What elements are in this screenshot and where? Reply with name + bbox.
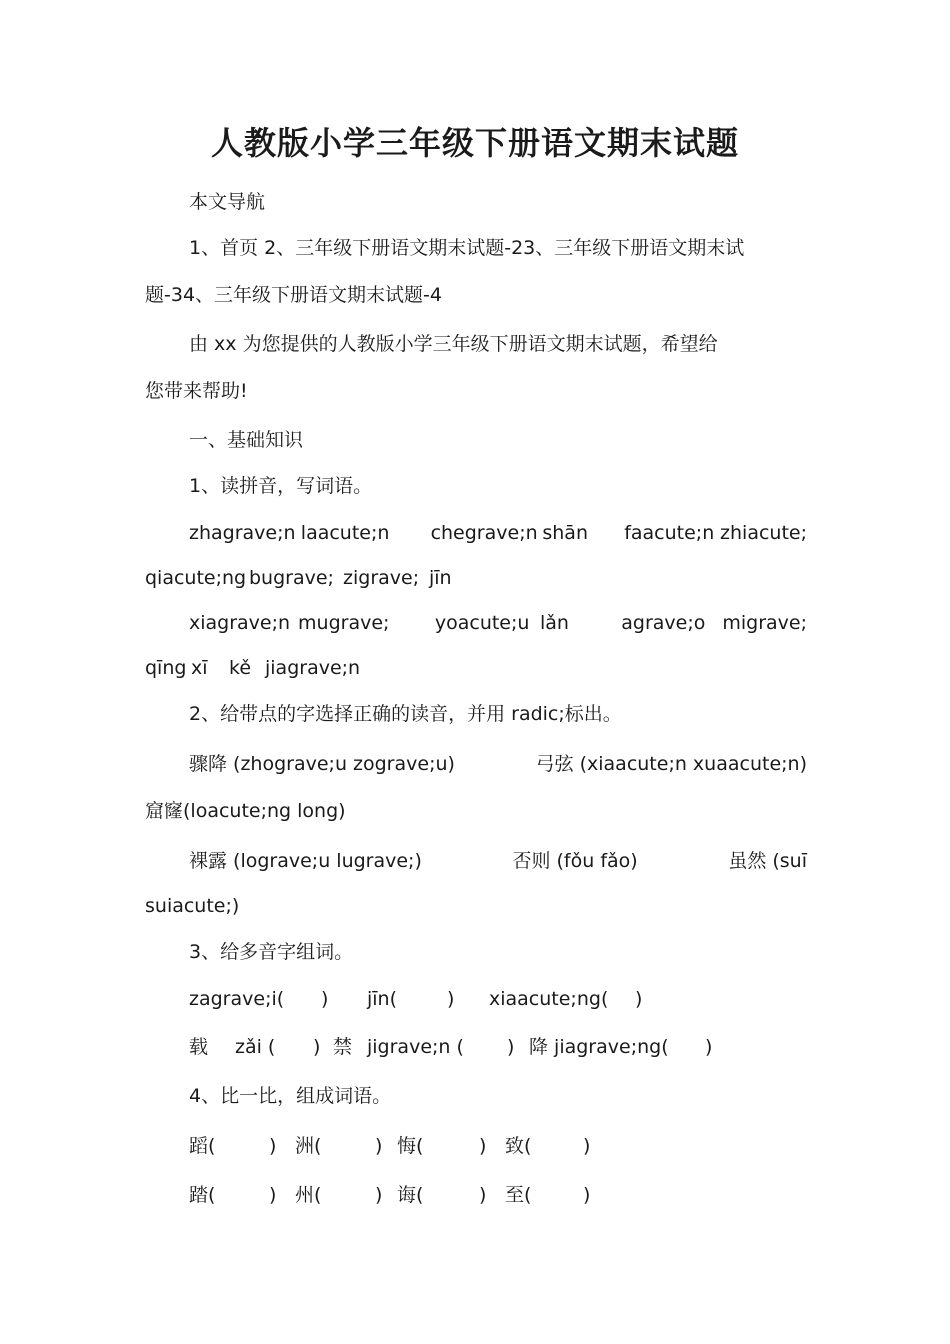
pinyin-row: qiacute;ng bugrave; zigrave; jīn — [145, 567, 452, 589]
nav-heading: 本文导航 — [189, 191, 266, 213]
question-prompt: 3、给多音字组词。 — [189, 941, 354, 963]
question-prompt: 1、读拼音，写词语。 — [189, 475, 373, 497]
intro-paragraph: 由 xx 为您提供的人教版小学三年级下册语文期末试题，希望给 — [189, 333, 718, 355]
nav-line: 1、首页 2、三年级下册语文期末试题-23、三年级下册语文期末试 — [189, 237, 745, 259]
pinyin-row: qīng xī kě jiagrave;n — [145, 657, 361, 679]
pinyin-row: zhagrave;n laacute;n chegrave;n shān faacute;n zhiacute; — [189, 522, 807, 544]
question-prompt: 4、比一比，组成词语。 — [189, 1085, 392, 1107]
intro-paragraph: 您带来帮助! — [145, 380, 248, 402]
page-title: 人教版小学三年级下册语文期末试题 — [210, 124, 739, 162]
reading-choice-row: 窟窿(loacute;ng long) — [145, 800, 346, 822]
reading-choice-row: 裸露 (lograve;u lugrave;) 否则 (fǒu fǎo) 虽然 (suī — [189, 850, 807, 872]
compare-row: 踏( ) 州( ) 诲( ) 至( ) — [189, 1184, 591, 1206]
polyphone-row: zagrave;i( ) jīn( ) xiaacute;ng( ) — [189, 988, 643, 1010]
reading-choice-row: suiacute;) — [145, 895, 240, 917]
compare-row: 蹈( ) 洲( ) 悔( ) 致( ) — [189, 1135, 591, 1157]
polyphone-row: 载 zǎi ( ) 禁 jigrave;n ( ) 降 jiagrave;ng( ) — [189, 1036, 713, 1058]
section-heading: 一、基础知识 — [189, 429, 304, 451]
reading-choice-row: 骤降 (zhograve;u zograve;u) 弓弦 (xiaacute;n xuaacute;n) — [189, 753, 807, 775]
nav-line: 题-34、三年级下册语文期末试题-4 — [145, 284, 442, 306]
question-prompt: 2、给带点的字选择正确的读音，并用 radic;标出。 — [189, 703, 622, 725]
pinyin-row: xiagrave;n mugrave; yoacute;u lǎn agrave;o migrave; — [189, 612, 807, 634]
